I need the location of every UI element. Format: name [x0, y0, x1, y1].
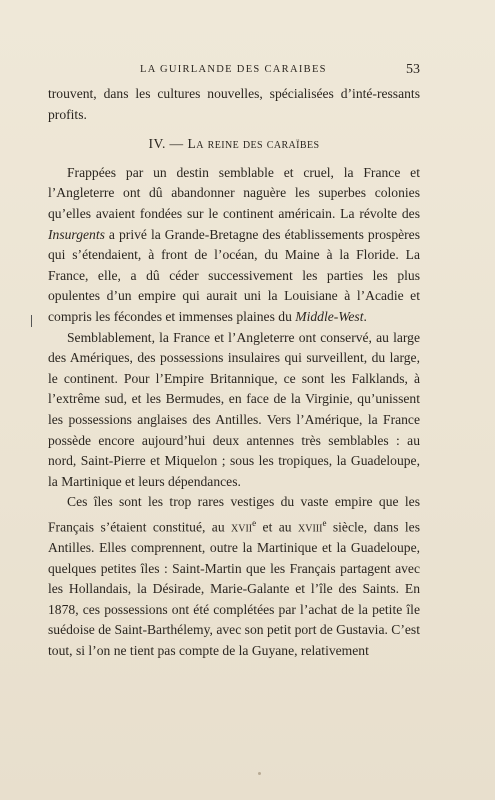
section-title: La reine des caraïbes [187, 136, 320, 152]
page-header [48, 62, 420, 80]
paragraph-1 [48, 163, 420, 328]
p1-text-a: Frappées par un destin semblable et cruel, la France et l’Angleterre ont dû abandonner naguère les superbes colonies qu’elles avaient fondées sur le continent américain. La révolte des [48, 164, 420, 221]
running-title: LA GUIRLANDE DES CARAIBES [140, 64, 327, 75]
paragraph-continuation: trouvent, dans les cultures nouvelles, spécialisées d’inté-ressants profits. [48, 86, 420, 122]
p3-text-c: siècle, dans les Antilles. Elles comprennent, outre la Martinique et la Guadeloupe, quelques petites îles : Saint-Martin que les Français partagent avec les Hollandais, la Désirade, Marie-Galante et l’île des Saints. En 1878, ces possessions ont été complétées par l’achat de la petite île suédoise de Saint-Barthélemy, avec son petit port de Gustavia. C’est tout, si l’on ne tient pas compte de la Guyane, relativement [48, 519, 421, 658]
p1-text-c: . [363, 308, 367, 324]
p3-text-b: et au [256, 519, 298, 535]
p1-middle-west: Middle-West [295, 308, 364, 324]
p1-text-b: a privé la Grande-Bretagne des établissements prospères qui s’étendaient, à front de l’océan, du Maine à la Floride. La France, elle, a dû céder successivement les parties les plus opulentes d’un empire qui aurait uni la Louisiane à l’Acadie et compris les fécondes et immenses plaines du [48, 226, 420, 324]
page-number: 53 [406, 62, 420, 77]
p3-sup-1: e [252, 517, 257, 528]
p3-sup-2: e [322, 517, 327, 528]
p3-century-18: xviii [298, 519, 323, 535]
p3-century-17: xvii [231, 519, 253, 535]
p1-insurgents: Insurgents [48, 226, 105, 242]
paragraph-2: Semblablement, la France et l’Angleterre ont conservé, au large des Amériques, des possessions insulaires qui surveillent, du large, le continent. Pour l’Empire Britannique, ce sont les Falklands, à l’extrême sud, et les Bermudes, en face de la Virginie, qu’unissent les possessions anglaises des Antilles. Vers l’Amérique, la France possède encore aujourd’hui deux antennes très semblables : au nord, Saint-Pierre et Miquelon ; sous les tropiques, la Guadeloupe, la Martinique et leurs dépendances. [48, 329, 420, 489]
section-number: IV. — [148, 136, 184, 152]
paper-spot [258, 772, 261, 775]
p3-text-a: Ces îles sont les trop rares vestiges du vaste empire que les Français s’étaient constitué, au [48, 494, 420, 535]
body-text [48, 84, 420, 662]
section-heading [48, 134, 420, 155]
margin-pencil-mark [31, 315, 32, 327]
paragraph-3 [48, 492, 420, 661]
